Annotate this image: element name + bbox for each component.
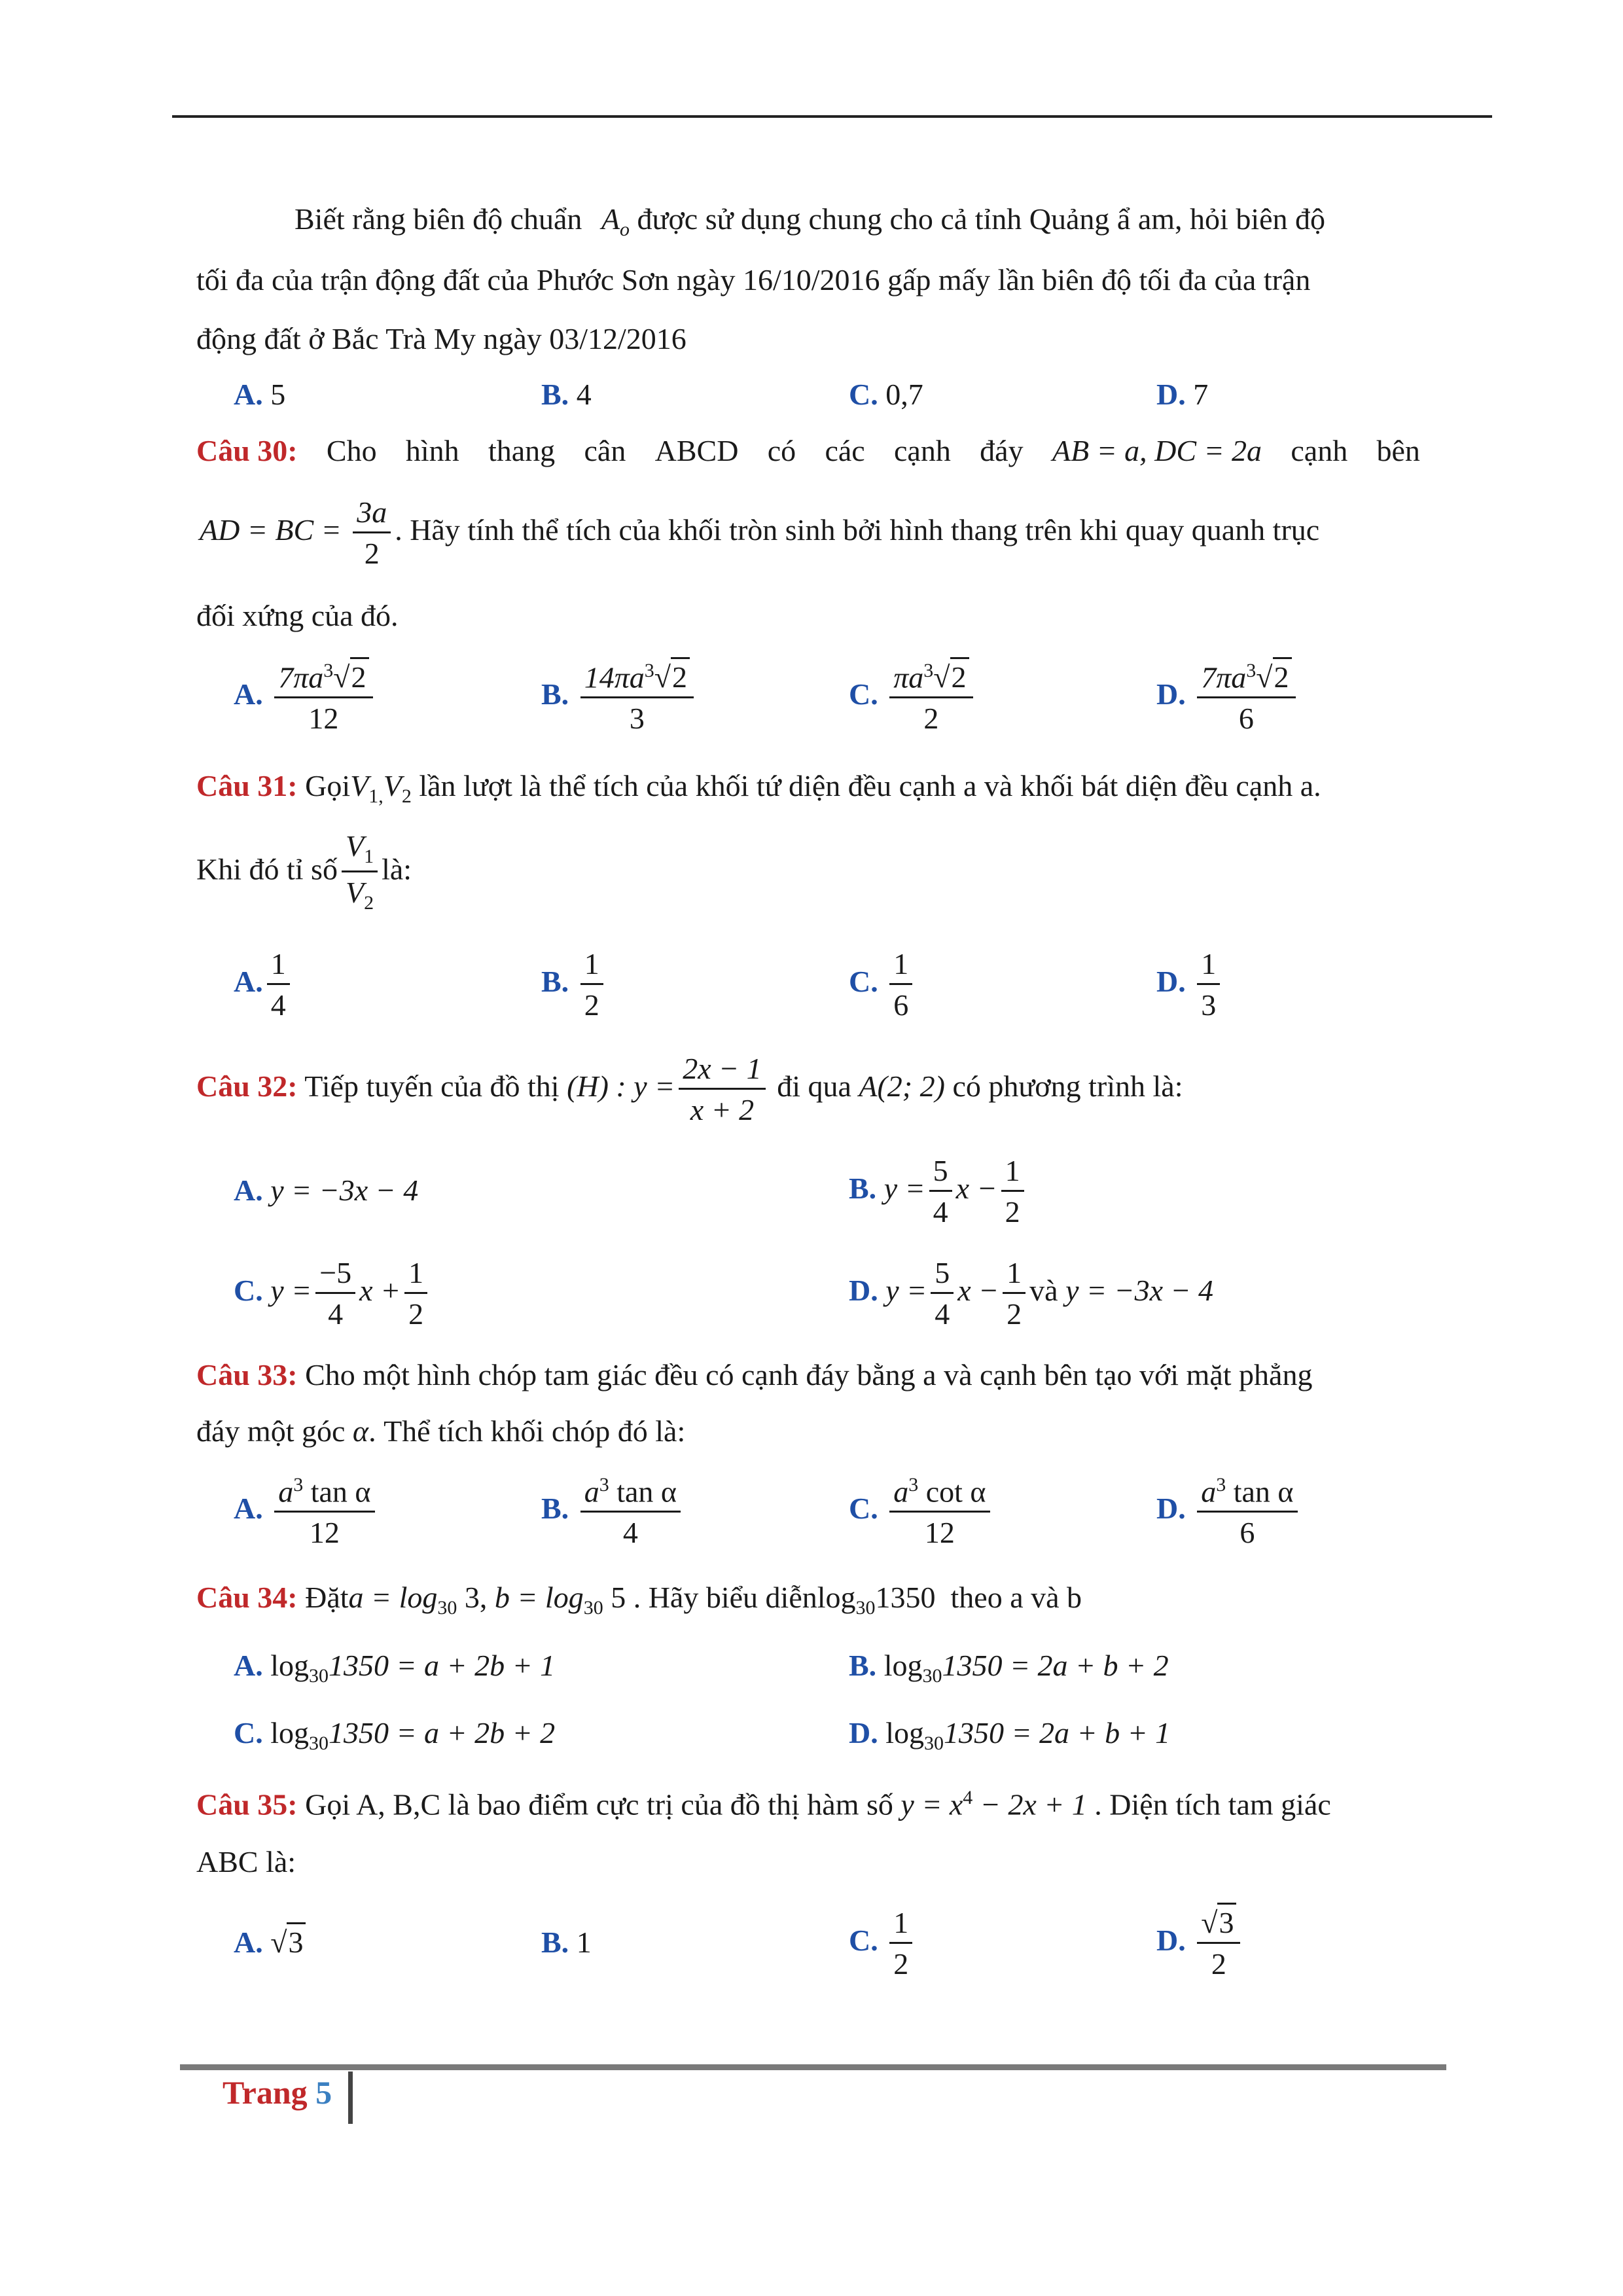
q30-option-b: B. $\frac{14\pi a^3√2}{3}$	[541, 661, 698, 734]
q33-option-b: B. $\frac{a^3 \tan \alpha}{4}$	[541, 1475, 685, 1548]
question-label: Câu 30:	[196, 434, 298, 467]
q29-line2: tối đa của trận động đất của Phước Sơn ngày 16/10/2016 gấp mấy lần biên độ tối đa của trận	[196, 263, 1311, 296]
q30-option-c: C. $\frac{\pi a^3√2}{2}$	[849, 661, 977, 734]
q30-option-a: A. $\frac{7\pi a^3√2}{12}$	[234, 661, 377, 734]
q29-option-a: A. 5	[234, 378, 286, 411]
q31-option-d: D. $\frac{1}{3}$	[1156, 949, 1224, 1020]
q34-option-d: D. $\log_{30}1350 = 2a + b + 1$	[849, 1716, 1171, 1755]
q31-option-c: C. $\frac{1}{6}$	[849, 949, 916, 1020]
question-label: Câu 32:	[196, 1069, 298, 1103]
q30-line2: AD = BC = $\frac{3a}{2}$ . Hãy tính thể tích của khối tròn sinh bởi hình thang trên khi quay quanh trục	[200, 495, 1320, 570]
page-number: Trang 5	[223, 2074, 332, 2111]
footer-rule	[180, 2064, 1446, 2070]
q32-option-b: B. y = $\frac{5}{4}$ x − $\frac{1}{2}$	[849, 1156, 1028, 1227]
q31-line1: Câu 31: $GọiV_{1,}V_2$ lần lượt là thể tích của khối tứ diện đều cạnh a và khối bát diện đều cạnh a.	[196, 769, 1321, 808]
q31-option-a: A. $\frac{1}{4}$	[234, 949, 294, 1020]
q33-option-d: D. $\frac{a^3 \tan \alpha}{6}$	[1156, 1475, 1302, 1548]
footer-divider	[348, 2072, 353, 2124]
q32-option-d: D. y = $\frac{5}{4}$ x − $\frac{1}{2}$ và y = −3x − 4	[849, 1256, 1214, 1331]
question-label: Câu 34:	[196, 1581, 298, 1614]
q31-option-b: B. $\frac{1}{2}$	[541, 949, 607, 1020]
q35-option-d: D. $\frac{√3}{2}$	[1156, 1908, 1244, 1979]
q29-line3: động đất ở Bắc Trà My ngày 03/12/2016	[196, 322, 687, 355]
q30-line1: Câu 30: Cho hình thang cân ABCD có các cạnh đáy AB = a, DC = 2a cạnh bên	[196, 434, 1420, 467]
q35-line2: ABC là:	[196, 1845, 296, 1878]
header-rule	[172, 115, 1492, 118]
q32-option-c: C. y = $\frac{-5}{4}$ x + $\frac{1}{2}$	[234, 1258, 431, 1329]
q30-line3: đối xứng của đó.	[196, 599, 399, 632]
q33-line1: Câu 33: Cho một hình chóp tam giác đều có cạnh đáy bằng a và cạnh bên tạo với mặt phẳng	[196, 1358, 1313, 1391]
q31-line2: Khi đó tỉ số $\frac{V_1}{V_2}$ là:	[196, 829, 412, 914]
q34-line1: Câu 34: Đặta = $\log_{30} 3$, $b = \log_{30} 5$ . Hãy biểu diễnlog$_{30}$1350 theo a và b	[196, 1581, 1082, 1619]
q35-option-b: B. 1	[541, 1926, 592, 1959]
q29-option-c: C. 0,7	[849, 378, 923, 411]
q35-line1: Câu 35: Gọi A, B,C là bao điểm cực trị của đồ thị hàm số $y = x^4 - 2x + 1$ . Diện tích tam giác	[196, 1787, 1331, 1821]
q33-line2: đáy một góc α. Thể tích khối chóp đó là:	[196, 1414, 686, 1448]
question-label: Câu 33:	[196, 1358, 298, 1391]
q33-option-c: C. $\frac{a^3 \cot \alpha}{12}$	[849, 1475, 994, 1548]
q33-option-a: A. $\frac{a^3 \tan \alpha}{12}$	[234, 1475, 379, 1548]
q32-option-a: A. y = −3x − 4	[234, 1174, 419, 1207]
question-label: Câu 35:	[196, 1787, 298, 1821]
q32-line1: Câu 32: Tiếp tuyến của đồ thị (H) : y = $\frac{2x - 1}{x + 2}$ đi qua A(2; 2) có phương trình là:	[196, 1052, 1183, 1126]
question-label: Câu 31:	[196, 769, 298, 802]
q29-option-b: B. 4	[541, 378, 592, 411]
q35-option-c: C. $\frac{1}{2}$	[849, 1908, 916, 1979]
q35-option-a: A. √3	[234, 1928, 306, 1958]
q34-option-b: B. $\log_{30}1350 = 2a + b + 2$	[849, 1649, 1169, 1687]
q29-line1: Biết rằng biên độ chuẩn $A_o$ được sử dụng chung cho cả tỉnh Quảng ẩ am, hỏi biên độ	[294, 202, 1326, 241]
q30-option-d: D. $\frac{7\pi a^3√2}{6}$	[1156, 661, 1300, 734]
q34-option-a: A. $\log_{30}1350 = a + 2b + 1$	[234, 1649, 556, 1687]
q34-option-c: C. $\log_{30}1350 = a + 2b + 2$	[234, 1716, 556, 1755]
q29-option-d: D. 7	[1156, 378, 1209, 411]
fraction: $\frac{3a}{2}$	[353, 497, 391, 569]
